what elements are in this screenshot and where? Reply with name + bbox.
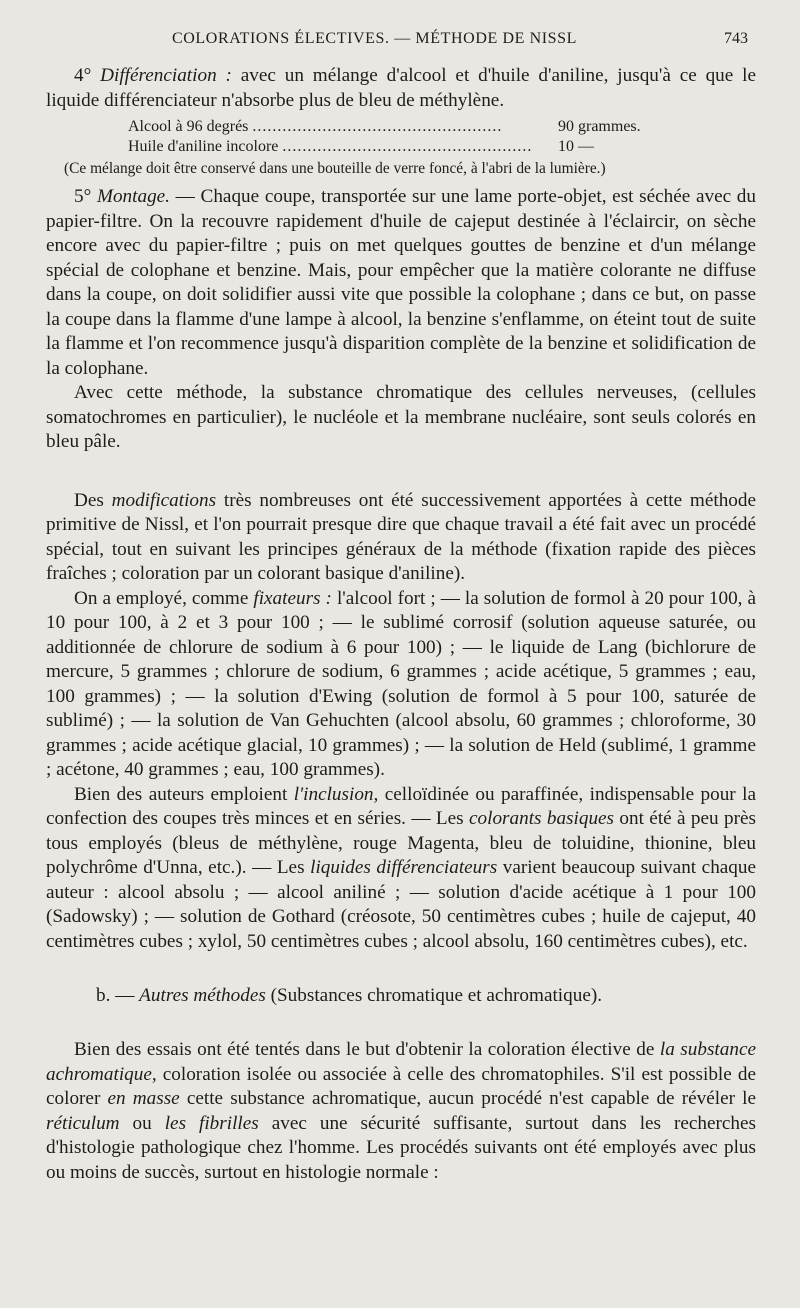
emphasis: les fibrilles (164, 1112, 259, 1134)
text-run: très nombreuses ont été successivement apportées à cette méthode primitive de Nissl, et l'on pourrait presque dire que chaque travail a été fait avec un procédé spécial, tout en suivant les principes généraux de la méthode (fixation rapide des pièces fraîches ; coloration par un colorant basique d'aniline). (46, 489, 756, 584)
paragraph-gap (46, 1008, 756, 1038)
emphasis: fixateurs : (253, 587, 332, 609)
recipe-row (128, 117, 668, 137)
recipe-ingredient: Alcool à 96 degrés (128, 118, 249, 135)
step-5-number: 5° (74, 186, 92, 207)
body-text (46, 64, 756, 1185)
step-4-title: Différenciation : (100, 65, 232, 86)
recipe-row (128, 137, 668, 157)
running-title: COLORATIONS ÉLECTIVES. — MÉTHODE DE NISSL (172, 30, 578, 47)
section-title: Autres méthodes (139, 985, 266, 1006)
recipe-leader-dots: .................................................. (252, 118, 503, 135)
emphasis: liquides différenciateurs (310, 857, 498, 878)
closing-paragraph (46, 1038, 756, 1185)
text-run: celloïdinée ou paraffinée, indispensable pour la confection des coupes très minces et en séries. — Les (46, 783, 756, 829)
recipe-leader-dots: .................................................. (282, 138, 533, 155)
section-label: b. — (96, 985, 140, 1006)
step-5-title: Montage. (96, 186, 170, 207)
emphasis: colorants basiques (469, 808, 615, 829)
recipe-note: (Ce mélange doit être conservé dans une bouteille de verre foncé, à l'abri de la lumière.) (64, 160, 606, 177)
recipe-quantity: 90 grammes. (558, 118, 641, 135)
text-run: ou (119, 1112, 165, 1134)
emphasis: modifications (111, 489, 217, 511)
recipe-ingredient: Huile d'aniline incolore (128, 138, 279, 155)
text-run: Bien des essais ont été tentés dans le but d'obtenir la coloration élective de (74, 1039, 660, 1060)
step-4-number: 4° (74, 65, 92, 86)
emphasis: l'inclusion, (293, 783, 379, 805)
page-header (0, 30, 800, 56)
step-5-text: — Chaque coupe, transportée sur une lame porte-objet, est séchée avec du papier-filtre. On la recouvre rapidement d'huile de cajeput destinée à l'éclaircir, on sèche encore avec du papier-filtre ; puis on met quelques gouttes de benzine et d'un mélange spécial de colophane et benzine. Mais, pour empêcher que la matière colorante ne diffuse dans la coupe, on doit solidifier aussi vite que possible la colophane ; dans ce but, on passe la coupe dans la flamme d'une lampe à alcool, la benzine s'enflamme, on éteint tout de suite la flamme et l'on recommence jusqu'à disparition complète de la benzine et solidification de la colophane. (46, 186, 756, 379)
paragraph-gap (46, 455, 756, 489)
text-run: coloration isolée ou associée à celle des chromatophiles. S'il est possible de colorer (46, 1063, 756, 1109)
text-run: Des (74, 489, 112, 511)
section-subtitle: (Substances chromatique et achromatique). (265, 985, 603, 1006)
section-b-heading (96, 984, 756, 1008)
text-run: cette substance achromatique, aucun procédé n'est capable de révéler le (179, 1088, 756, 1109)
paragraph-gap (46, 954, 756, 984)
text-run: Bien des auteurs emploient (74, 783, 294, 805)
inclusion-paragraph (46, 783, 756, 955)
step-5-paragraph (46, 185, 756, 381)
emphasis: la substance achromatique, (46, 1039, 756, 1085)
page-number: 743 (724, 30, 748, 47)
recipe-quantity: 10 — (558, 138, 594, 155)
method-result-paragraph: Avec cette méthode, la substance chromatique des cellules nerveuses, (cellules somatochromes en particulier), le nucléole et la membrane nucléaire, sont seuls colorés en bleu pâle. (46, 382, 756, 452)
emphasis: en masse (107, 1088, 180, 1109)
recipe-table (128, 117, 668, 157)
text-run: On a employé, comme (74, 587, 254, 609)
text-run: avec une sécurité suffisante, surtout dans les recherches d'histologie pathologique chez l'homme. Les procédés suivants ont été employés avec plus ou moins de succès, surtout en histologie normale : (46, 1112, 757, 1183)
emphasis: réticulum (46, 1112, 120, 1134)
text-run: l'alcool fort ; — la solution de formol à 20 pour 100, à 10 pour 100, à 2 et 3 pour 100 ; — le sublimé corrosif (solution aqueuse saturée, ou additionnée de chlorure de sodium à 6 pour 100) ; — le liquide de Lang (bichlorure de mercure, 5 grammes ; chlorure de sodium, 6 grammes ; acide acétique, 5 grammes ; eau, 100 grammes) ; — la solution d'Ewing (solution de formol à 5 pour 100, saturée de sublimé) ; — la solution de Van Gehuchten (alcool absolu, 60 grammes ; chloroforme, 30 grammes ; acide acétique glacial, 10 grammes) ; — la solution de Held (sublimé, 1 gramme ; acétone, 40 grammes ; eau, 100 grammes). (46, 587, 756, 780)
modifications-paragraph (46, 489, 756, 587)
text-run: ont été à peu près tous employés (bleus de méthylène, rouge Magenta, bleu de toluidine, thionine, bleu polychrôme d'Unna, etc.). — Les (46, 808, 756, 878)
step-4-paragraph (46, 64, 756, 113)
fixateurs-paragraph (46, 587, 756, 783)
text-run: varient beaucoup suivant chaque auteur : alcool absolu ; — alcool aniliné ; — solution d'acide acétique à 1 pour 100 (Sadowsky) ; — solution de Gothard (créosote, 50 centimètres cubes ; huile de cajeput, 40 centimètres cubes ; xylol, 50 centimètres cubes ; alcool absolu, 160 centimètres cubes), etc. (46, 857, 757, 952)
step-4-text: avec un mélange d'alcool et d'huile d'aniline, jusqu'à ce que le liquide différenciateur n'absorbe plus de bleu de méthylène. (46, 65, 756, 111)
